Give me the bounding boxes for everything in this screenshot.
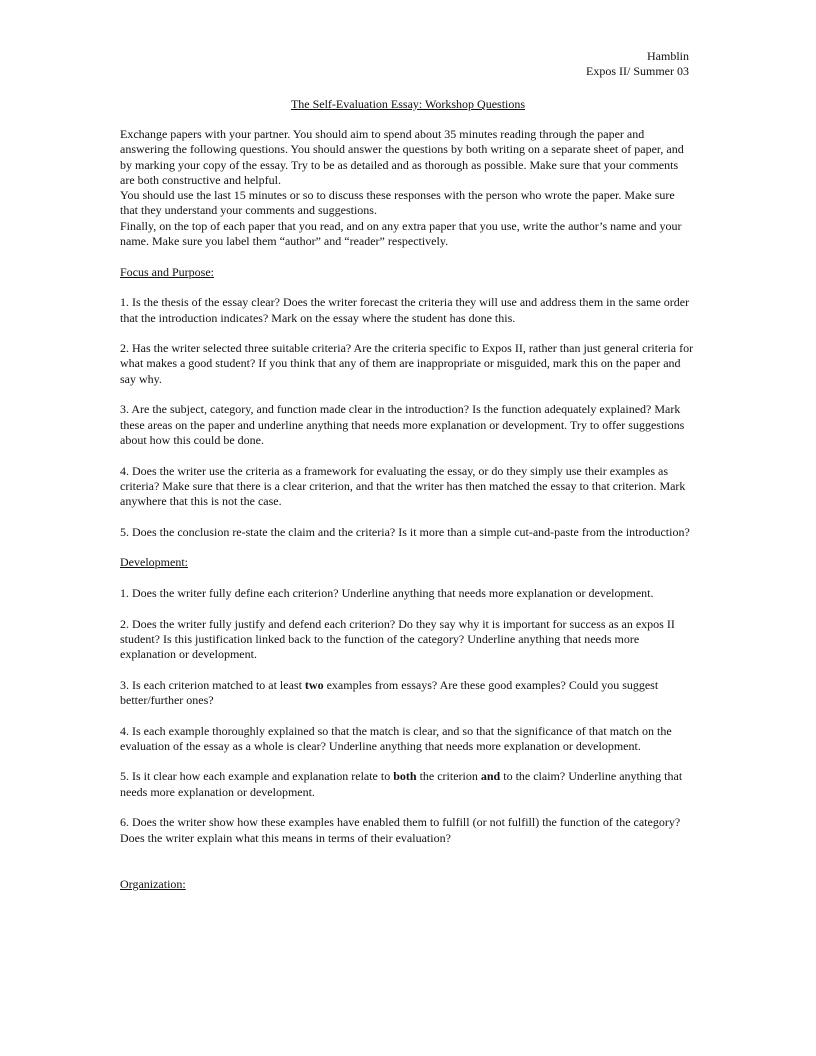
focus-question: 4. Does the writer use the criteria as a framework for evaluating the essay, or do they simply use their examples as criteria? Make sure that there is a clear criterion, and that the writer has then matched the essay to that criterion. Mark anywhere that this is not the case. (120, 463, 686, 509)
question-text: to the claim? Underline anything that needs more explanation or development. (120, 769, 683, 799)
author-name: Hamblin (647, 49, 689, 63)
focus-question: 1. Is the thesis of the essay clear? Does the writer forecast the criteria they will use and address them in the same order that the introduction indicates? Mark on the essay where the student has done this. (120, 295, 690, 325)
course-name: Expos II/ Summer 03 (586, 64, 689, 79)
emphasis-text: two (304, 677, 324, 692)
development-question (120, 769, 695, 800)
development-question: 4. Is each example thoroughly explained so that the match is clear, and so that the significance of that match on the evaluation of the essay as a whole is clear? Underline anything that needs more explanation or development. (120, 723, 672, 753)
emphasis-text: both (393, 769, 417, 784)
intro-paragraph: Finally, on the top of each paper that you read, and on any extra paper that you use, write the author’s name and your name. Make sure you label them “author” and “reader” respectively. (120, 218, 682, 249)
organization-heading: Organization: (120, 876, 186, 891)
intro-instructions (120, 127, 695, 249)
intro-paragraph: Exchange papers with your partner. You should aim to spend about 35 minutes reading through the paper and answering the following questions. You should answer the questions by both writing on a separate sheet of paper, and by marking your copy of the essay. Try to be as detailed and as thorough as possible. Make sure that your comments are both constructive and helpful. (120, 127, 684, 187)
document-body (120, 127, 695, 892)
development-question: 1. Does the writer fully define each criterion? Underline anything that needs more explanation or development. (120, 585, 654, 600)
question-text: 5. Is it clear how each example and explanation relate to (120, 769, 394, 784)
development-question (120, 678, 695, 709)
focus-heading: Focus and Purpose: (120, 264, 214, 279)
development-question: 2. Does the writer fully justify and defend each criterion? Do they say why it is important for success as an expos II student? Is this justification linked back to the function of the category? Underline anything that needs more explanation or development. (120, 616, 675, 662)
question-text: 3. Is each criterion matched to at least (120, 677, 305, 692)
question-text: the criterion (416, 769, 481, 784)
intro-paragraph: You should use the last 15 minutes or so to discuss these responses with the person who wrote the paper. Make sure that they understand your comments and suggestions. (120, 188, 675, 218)
spacer (120, 846, 695, 861)
document-header (586, 49, 689, 80)
focus-question: 5. Does the conclusion re-state the claim and the criteria? Is it more than a simple cut-and-paste from the introduction? (120, 524, 690, 539)
question-text: examples from essays? Are these good examples? Could you suggest better/further ones? (120, 677, 659, 707)
emphasis-text: and (480, 769, 501, 784)
document-title: The Self-Evaluation Essay: Workshop Questions (290, 97, 526, 111)
focus-question: 3. Are the subject, category, and function made clear in the introduction? Is the function adequately explained? Mark these areas on the paper and underline anything that needs more explanation or development. Try to offer suggestions about how this could be done. (120, 402, 685, 447)
development-heading: Development: (120, 555, 188, 570)
development-question: 6. Does the writer show how these examples have enabled them to fulfill (or not fulfill) the function of the category? Does the writer explain what this means in terms of their evaluation? (120, 815, 681, 845)
focus-question: 2. Has the writer selected three suitable criteria? Are the criteria specific to Expos II, rather than just general criteria for what makes a good student? If you think that any of them are inappropriate or misguided, mark this on the paper and say why. (120, 341, 694, 386)
